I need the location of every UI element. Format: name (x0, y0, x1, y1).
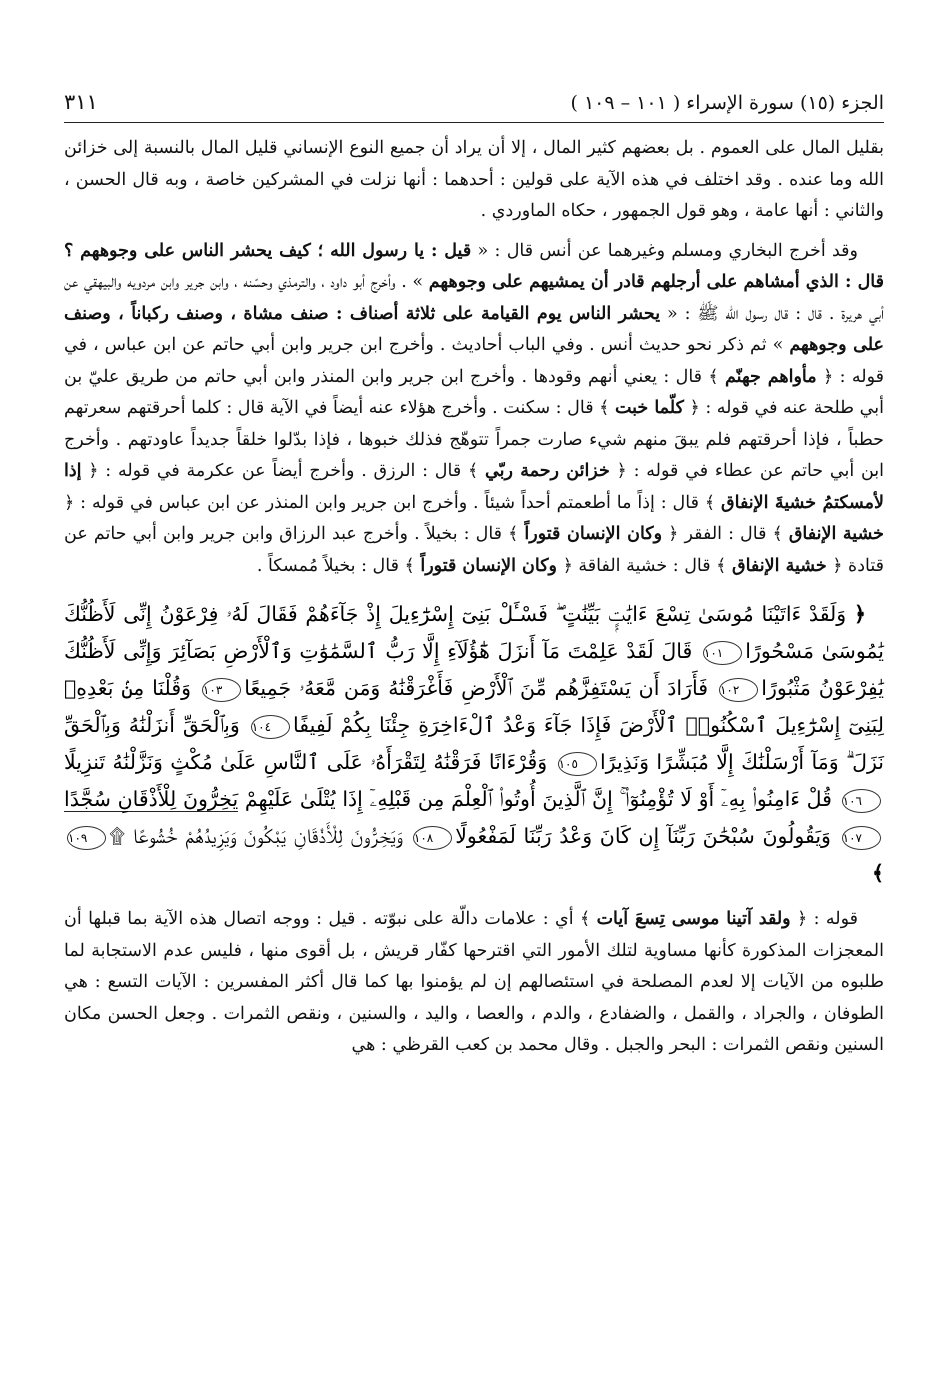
text: ﴾ أي : علامات دالّة على نبوّته . قيل : ووجه اتصال هذه الآية بما قبلها أن المعجزات المذكورة كأنها مساوية لتلك الأمور التي اقترحها كفّار قريش ، بل أقوى منها ، فليس عدم الاستجابة لما طلبوه من الآيات إلا لعدم المصلحة في استئصالهم إن لم يؤمنوا بها كما قال أكثر المفسرين : الآيات التسع : هي الطوفان ، والجراد ، والقمل ، والضفادع ، والدم ، والعصا ، واليد ، والسنين ، ونقص الثمرات . وجعل الحسن مكان السنين ونقص الثمرات : البحر والجبل . وقال محمد بن كعب القرظي : هي (64, 909, 884, 1055)
text: ﴾ قال : بخيلاً مُمسكاً . (256, 555, 421, 576)
paragraph-intro (64, 133, 884, 228)
bold-text: خزائن رحمة ربّي (485, 461, 610, 481)
verse-number: ١٠٩ (67, 826, 106, 850)
verse-number: ١٠٢ (719, 678, 758, 702)
bold-text: ولقد آتينا موسى تِسعَ آيات (596, 909, 791, 929)
paragraph-hadith (64, 236, 884, 583)
book-page (64, 88, 884, 1348)
verse-text: قَالَ لَقَدْ عَلِمْتَ مَآ أَنزَلَ هَٰٓؤُلَآءِ إِلَّا رَبُّ ٱلسَّمَٰوَٰتِ وَٱلْأَرْضِ بَصَآئِرَ وَإِنِّى لَأَظُنُّكَ يَٰفِرْعَوْنُ مَثْبُورًا (64, 639, 884, 700)
text: » ثم ذكر نحو حديث أنس . وفي الباب أحاديث . وأخرج ابن جرير وابن أبي حاتم عن ابن عباس ، في قوله : ﴿ (64, 335, 884, 387)
running-header (64, 88, 884, 123)
text: ﴾ قال : الفقر ﴿ (662, 524, 789, 544)
bold-text: إذا لأمسكتمُ خشيةَ الإنفاق (64, 461, 885, 513)
sajda-underlined-text: يَخِرُّونَ لِلْأَذْقَانِ سُجَّدًا (64, 787, 239, 811)
verse-number: ١٠٦ (842, 789, 881, 813)
header-title: الجزء (١٥) سورة الإسراء ( ١٠١ – ١٠٩ ) (570, 92, 884, 114)
text: وقد أخرج البخاري ومسلم وغيرهما عن أنس قال : « (471, 240, 858, 261)
bold-text: قيل : يا رسول الله ؛ كيف يحشر الناس على وجوههم ؟ قال : الذي أمشاهم على أرجلهم قادر أن يمشيهم على وجوههم (64, 240, 884, 292)
text: بقليل المال على العموم . بل بعضهم كثير المال ، إلا أن يراد أن جميع النوع الإنساني قليل المال بالنسبة إلى خزائن الله وما عنده . وقد اختلف في هذه الآية على قولين : أحدهما : أنها نزلت في المشركين خاصة ، وبه قال الحسن ، والثاني : أنها عامة ، وهو قول الجمهور ، حكاه الماوردي . (64, 138, 884, 221)
page-number: ٣١١ (64, 90, 98, 114)
verse-number: ١٠٧ (842, 826, 881, 850)
text: ﴾ قال : الرزق . وأخرج أيضاً عن عكرمة في قوله : ﴿ (81, 461, 485, 481)
ornate-bracket-open: ﴿ (853, 602, 866, 626)
text: ﴾ قال : إذاً ما أطعمتم أحداً شيئاً . وأخرج ابن جرير وابن المنذر عن ابن عباس في قوله : ﴿ (64, 492, 722, 513)
bold-text: يحشر الناس يوم القيامة على ثلاثة أصناف : صنف مشاة ، وصنف ركباناً ، وصنف على وجوههم (64, 303, 885, 355)
verse-number: ١٠٥ (558, 752, 597, 776)
verse-text: وَيَخِرُّونَ لِلْأَذْقَانِ يَبْكُونَ وَيَزِيدُهُمْ خُشُوعًا (132, 824, 403, 848)
verse-text: فَأَرَادَ أَن يَسْتَفِزَّهُم مِّنَ ٱلْأَرْضِ فَأَغْرَقْنَٰهُ وَمَن مَّعَهُۥ جَمِيعًا (244, 676, 709, 700)
quran-verses (64, 596, 884, 892)
bold-text: خشية الإنفاق (788, 524, 885, 544)
verse-text: وَقُرْءَانًا فَرَقْنَٰهُ لِتَقْرَأَهُۥ عَلَى ٱلنَّاسِ عَلَىٰ مُكْثٍ وَنَزَّلْنَٰهُ تَنزِيلًا (64, 750, 548, 774)
text: ﴾ قال : بخيلاً . وأخرج عبد الرزاق وابن جرير وابن أبي حاتم عن قتادة ﴿ (64, 524, 884, 576)
verse-text: وَلَقَدْ ءَاتَيْنَا مُوسَىٰ تِسْعَ ءَايَٰتٍۭ بَيِّنَٰتٍ ۖ فَسْـَٔلْ بَنِىٓ إِسْرَٰٓءِيلَ إِذْ جَآءَهُمْ فَقَالَ لَهُۥ فِرْعَوْنُ إِنِّى لَأَظُنُّكَ يَٰمُوسَىٰ مَسْحُورًا (64, 602, 884, 663)
bold-text: وكان الإنسان قتوراً (420, 555, 558, 576)
verse-text: قُلْ ءَامِنُوا۟ بِهِۦٓ أَوْ لَا تُؤْمِنُوٓا۟ ۚ إِنَّ ٱلَّذِينَ أُوتُوا۟ ٱلْعِلْمَ مِن قَبْلِهِۦٓ إِذَا يُتْلَىٰ عَلَيْهِمْ (244, 787, 832, 811)
text: ﴾ قال : يعني أنهم وقودها . وأخرج ابن جرير وابن المنذر وابن أبي حاتم من طريق عليّ بن أبي طلحة عنه في قوله : ﴿ (64, 366, 884, 418)
bold-text: مأواهم جهنّم (725, 366, 817, 387)
bold-text: كلّما خبت (614, 398, 684, 418)
verse-number: ١٠٤ (251, 715, 290, 739)
verse-text: وَبِٱلْحَقِّ أَنزَلْنَٰهُ وَبِٱلْحَقِّ نَزَلَ ۗ وَمَآ أَرْسَلْنَٰكَ إِلَّا مُبَشِّرًا وَنَذِيرًا (64, 713, 884, 774)
sajda-icon: ۩ (109, 824, 125, 848)
verse-number: ١٠٨ (413, 826, 452, 850)
verse-number: ١٠٣ (202, 678, 241, 702)
bold-text: خشية الإنفاق (732, 555, 827, 576)
bold-text: وكان الإنسان قتوراً (524, 524, 663, 544)
verse-text: وَقُلْنَا مِنۢ بَعْدِهِۦ لِبَنِىٓ إِسْرَٰٓءِيلَ ٱسْكُنُوا۟ ٱلْأَرْضَ فَإِذَا جَآءَ وَعْدُ ٱلْءَاخِرَةِ جِئْنَا بِكُمْ لَفِيفًا (64, 676, 884, 737)
verse-number: ١٠١ (703, 641, 742, 665)
ornate-bracket-close: ﴾ (871, 861, 884, 885)
text: ﴾ قال : سكنت . وأخرج هؤلاء عنه أيضاً في الآية قال : كلما أحرقتهم سعرتهم حطباً ، فإذا أحرقتهم فلم يبقَ منهم شيء صارت جمراً تتوهّج فذلك خبوها ، فإذا بدّلوا خلقاً جديداً عاودتهم . وأخرج ابن أبي حاتم عن عطاء في قوله : ﴿ (64, 398, 885, 481)
verse-text: وَيَقُولُونَ سُبْحَٰنَ رَبِّنَآ إِن كَانَ وَعْدُ رَبِّنَا لَمَفْعُولًا (455, 824, 831, 848)
page-body (64, 133, 884, 1062)
paragraph-commentary (64, 904, 884, 1062)
text: قوله : ﴿ (790, 909, 858, 929)
text: ﴾ قال : خشية الفاقة ﴿ (557, 555, 732, 576)
text: » . وأخرج أبو داود ، والترمذي وحسّنه ، وابن جرير وابن مردويه والبيهقي عن أبي هريرة . قال : قال رسول الله ﷺ : « (64, 272, 884, 324)
